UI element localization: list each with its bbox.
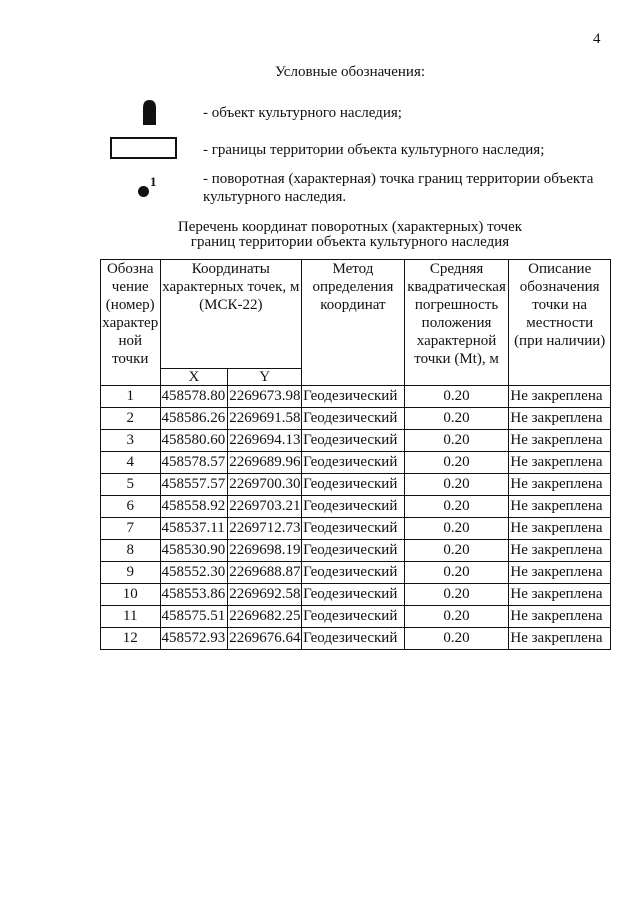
cell-method: Геодезический [302,562,405,584]
cell-point-number: 12 [101,628,161,650]
cell-description: Не закреплена [509,408,611,430]
cell-x: 458537.11 [160,518,228,540]
table-row [101,584,611,606]
cell-point-number: 3 [101,430,161,452]
header-line: Обозна [106,261,154,277]
header-line: Координаты [191,261,270,277]
list-title-line1: Перечень координат поворотных (характерных) точек [177,219,523,235]
cell-y: 2269673.98 [228,386,302,408]
cell-description: Не закреплена [509,628,611,650]
header-y: Y [228,369,302,386]
cell-error: 0.20 [404,386,509,408]
cell-method: Геодезический [302,386,405,408]
header-line: Метод [332,261,374,277]
cell-error: 0.20 [404,606,509,628]
cell-description: Не закреплена [509,452,611,474]
cell-y: 2269694.13 [228,430,302,452]
cell-description: Не закреплена [509,430,611,452]
cell-point-number: 7 [101,518,161,540]
legend-title: Условные обозначения: [274,64,426,80]
cell-description: Не закреплена [509,540,611,562]
table-row [101,628,611,650]
cell-x: 458530.90 [160,540,228,562]
page-number: 4 [593,31,601,47]
cell-error: 0.20 [404,408,509,430]
cell-y: 2269712.73 [228,518,302,540]
header-line: характерных точек, м [162,279,300,295]
header-line: (номер) [105,297,155,313]
table-row [101,496,611,518]
header-line: (при наличии) [514,333,606,349]
cell-error: 0.20 [404,518,509,540]
header-line: Средняя [429,261,484,277]
cell-point-number: 6 [101,496,161,518]
cell-description: Не закреплена [509,584,611,606]
legend-item-point-text-line1: - поворотная (характерная) точка границ территории объекта [203,171,594,187]
header-line: чение [111,279,149,295]
list-title-line2: границ территории объекта культурного наследия [190,234,510,250]
cell-method: Геодезический [302,408,405,430]
cell-error: 0.20 [404,562,509,584]
header-line: характерной [416,333,497,349]
header-line: Описание [528,261,592,277]
cell-description: Не закреплена [509,474,611,496]
table-row [101,518,611,540]
cell-y: 2269682.25 [228,606,302,628]
header-mean-error [404,260,509,386]
cell-method: Геодезический [302,474,405,496]
cell-method: Геодезический [302,628,405,650]
header-line: координат [320,297,386,313]
cell-x: 458580.60 [160,430,228,452]
table-row [101,540,611,562]
header-line: ной [118,333,143,349]
cell-description: Не закреплена [509,386,611,408]
cell-error: 0.20 [404,430,509,452]
header-line: квадратическая [407,279,506,295]
cell-x: 458586.26 [160,408,228,430]
header-line: местности [526,315,594,331]
territory-boundary-icon [110,137,177,159]
cell-point-number: 5 [101,474,161,496]
table-row [101,430,611,452]
cell-y: 2269692.58 [228,584,302,606]
header-line: точки (Mt), м [414,351,499,367]
table-row [101,562,611,584]
cell-y: 2269689.96 [228,452,302,474]
header-line: обозначения [519,279,600,295]
coordinates-table [100,259,611,650]
header-method [302,260,405,386]
cell-method: Геодезический [302,584,405,606]
legend-item-object-text: - объект культурного наследия; [203,105,402,121]
cell-point-number: 10 [101,584,161,606]
header-line: характер [102,315,159,331]
cell-x: 458572.93 [160,628,228,650]
table-row [101,408,611,430]
cell-y: 2269703.21 [228,496,302,518]
cell-point-number: 9 [101,562,161,584]
table-row [101,474,611,496]
table-row [101,606,611,628]
cell-point-number: 4 [101,452,161,474]
header-point-designation [101,260,161,386]
cell-method: Геодезический [302,452,405,474]
cell-y: 2269700.30 [228,474,302,496]
cell-method: Геодезический [302,606,405,628]
cell-error: 0.20 [404,540,509,562]
cell-point-number: 2 [101,408,161,430]
cell-method: Геодезический [302,496,405,518]
header-x: X [160,369,228,386]
cultural-heritage-object-icon [142,100,157,125]
header-line: (МСК-22) [199,297,263,313]
cell-error: 0.20 [404,474,509,496]
table-row [101,386,611,408]
header-line: точки на [532,297,588,313]
header-line: определения [312,279,394,295]
cell-method: Геодезический [302,430,405,452]
cell-x: 458578.80 [160,386,228,408]
legend-item-point-text-line2: культурного наследия. [203,189,347,205]
header-coordinates [160,260,302,369]
cell-y: 2269691.58 [228,408,302,430]
header-line: точки [112,351,149,367]
cell-description: Не закреплена [509,606,611,628]
cell-x: 458552.30 [160,562,228,584]
cell-x: 458553.86 [160,584,228,606]
cell-y: 2269698.19 [228,540,302,562]
turning-point-marker-number: 1 [150,174,157,189]
header-line: погрешность [414,297,499,313]
cell-error: 0.20 [404,628,509,650]
coordinates-list-title [0,220,640,250]
cell-error: 0.20 [404,496,509,518]
turning-point-icon [138,186,149,197]
cell-x: 458557.57 [160,474,228,496]
cell-x: 458558.92 [160,496,228,518]
cell-x: 458578.57 [160,452,228,474]
cell-method: Геодезический [302,540,405,562]
cell-error: 0.20 [404,452,509,474]
table-row [101,452,611,474]
cell-point-number: 8 [101,540,161,562]
cell-y: 2269676.64 [228,628,302,650]
coordinates-table-body [101,386,611,650]
cell-method: Геодезический [302,518,405,540]
cell-x: 458575.51 [160,606,228,628]
legend-item-boundary-text: - границы территории объекта культурного наследия; [203,142,545,158]
cell-description: Не закреплена [509,562,611,584]
cell-point-number: 1 [101,386,161,408]
header-line: положения [421,315,492,331]
cell-description: Не закреплена [509,518,611,540]
cell-point-number: 11 [101,606,161,628]
header-description [509,260,611,386]
cell-error: 0.20 [404,584,509,606]
cell-description: Не закреплена [509,496,611,518]
cell-y: 2269688.87 [228,562,302,584]
